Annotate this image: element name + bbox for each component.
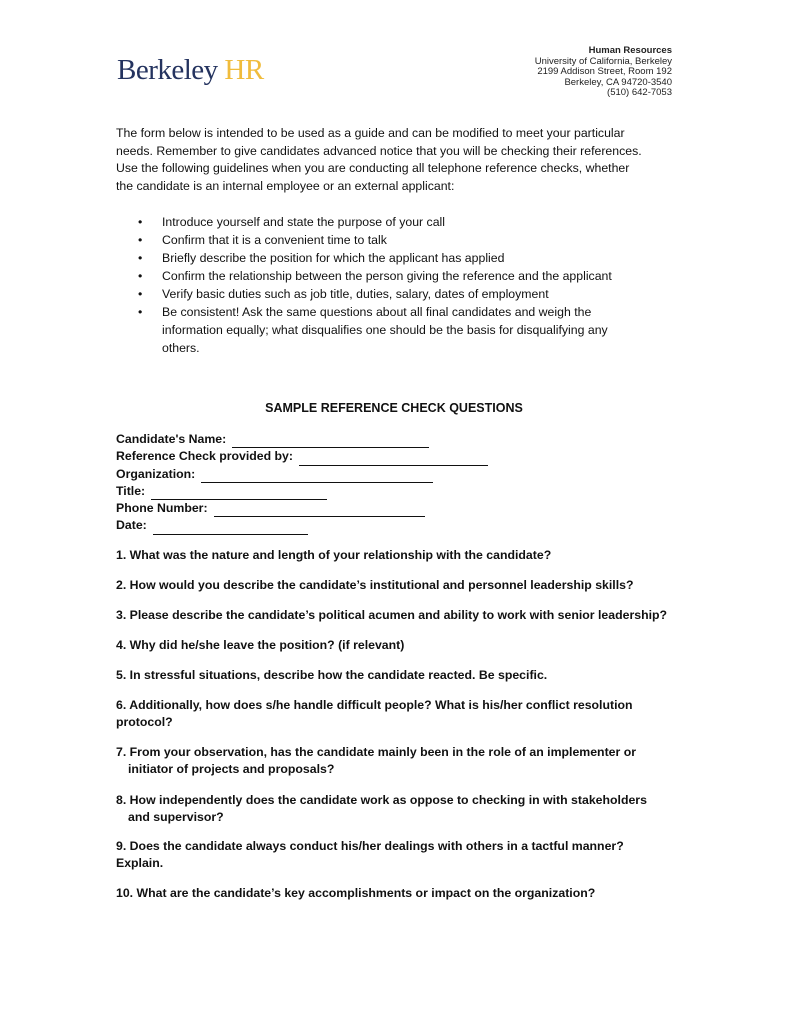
question-text: 4. Why did he/she leave the position? (if relevant)	[116, 638, 405, 652]
question-text: 10. What are the candidate’s key accomplishments or impact on the organization?	[116, 886, 596, 900]
question	[116, 667, 547, 684]
question-text: 7. From your observation, has the candidate mainly been in the role of an implementer or	[116, 745, 636, 759]
question-text: 2. How would you describe the candidate’s institutional and personnel leadership skills?	[116, 578, 634, 592]
section-title: SAMPLE REFERENCE CHECK QUESTIONS	[265, 401, 523, 415]
date-input[interactable]	[153, 522, 308, 535]
question-text: 6. Additionally, how does s/he handle difficult people? What is his/her conflict resolution	[116, 698, 633, 712]
address-line: 2199 Addison Street, Room 192	[537, 66, 672, 78]
address-line: Berkeley, CA 94720-3540	[564, 76, 672, 88]
question	[116, 744, 636, 778]
field-label: Organization:	[116, 466, 196, 481]
question	[116, 637, 404, 654]
phone-number-input[interactable]	[214, 504, 425, 517]
title-field	[116, 483, 488, 500]
field-label: Date:	[116, 518, 147, 533]
question-text: Explain.	[116, 856, 164, 870]
intro-line: needs. Remember to give candidates advanced notice that you will be checking their references.	[116, 143, 642, 158]
title-input[interactable]	[151, 487, 327, 500]
guidelines-list	[116, 213, 612, 357]
address-line: University of California, Berkeley	[534, 55, 672, 67]
question	[116, 577, 633, 594]
field-label: Title:	[116, 483, 146, 498]
question	[116, 547, 551, 564]
guideline-text: others.	[162, 341, 200, 355]
guideline-text: • Be consistent! Ask the same questions about all final candidates and weigh the	[162, 305, 592, 319]
intro-paragraph	[116, 125, 642, 196]
address-title: Human Resources	[588, 45, 672, 56]
question	[116, 792, 647, 826]
question	[116, 838, 624, 872]
guideline-item	[116, 231, 612, 249]
date-field	[116, 517, 488, 534]
phone-number-field	[116, 500, 488, 517]
address-phone: (510) 642-7053	[607, 87, 672, 99]
question-text: initiator of projects and proposals?	[128, 762, 335, 776]
guideline-text: • Verify basic duties such as job title, duties, salary, dates of employment	[162, 287, 549, 301]
question-text: 1. What was the nature and length of your relationship with the candidate?	[116, 548, 552, 562]
question	[116, 885, 595, 902]
intro-line: Use the following guidelines when you are conducting all telephone reference checks, whether	[116, 161, 630, 176]
logo-suffix: HR	[224, 54, 264, 86]
candidate-name-input[interactable]	[232, 435, 429, 448]
question-text: 3. Please describe the candidate’s political acumen and ability to work with senior leadership?	[116, 608, 668, 622]
guideline-text: • Introduce yourself and state the purpose of your call	[162, 215, 445, 229]
guideline-item	[116, 285, 612, 303]
guideline-text: • Confirm that it is a convenient time to talk	[162, 233, 387, 247]
guideline-text: • Confirm the relationship between the person giving the reference and the applicant	[162, 269, 612, 283]
intro-line: The form below is intended to be used as a guide and can be modified to meet your particular	[116, 126, 625, 140]
guideline-item	[116, 267, 612, 285]
reference-provider-field	[116, 448, 488, 465]
guideline-text: information equally; what disqualifies one should be the basis for disqualifying any	[162, 323, 608, 337]
organization-input[interactable]	[201, 470, 433, 483]
logo-name: Berkeley	[117, 54, 218, 86]
intro-line: the candidate is an internal employee or an external applicant:	[116, 179, 455, 194]
question-text: 9. Does the candidate always conduct his/her dealings with others in a tactful manner?	[116, 839, 624, 853]
question-text: protocol?	[116, 715, 173, 729]
guideline-item	[116, 213, 612, 231]
reference-form-fields	[116, 431, 488, 535]
field-label: Candidate's Name:	[116, 432, 227, 446]
organization-field	[116, 466, 488, 483]
question	[116, 697, 633, 731]
question-text: and supervisor?	[128, 810, 224, 824]
field-label: Reference Check provided by:	[116, 449, 293, 464]
address-block	[535, 46, 672, 99]
question-text: 8. How independently does the candidate work as oppose to checking in with stakeholders	[116, 793, 647, 807]
guideline-item	[116, 303, 612, 357]
guideline-text: • Briefly describe the position for which the applicant has applied	[162, 251, 505, 265]
berkeley-hr-logo	[117, 54, 264, 87]
field-label: Phone Number:	[116, 501, 208, 516]
guideline-item	[116, 249, 612, 267]
question	[116, 607, 667, 624]
candidate-name-field	[116, 431, 488, 448]
reference-provider-input[interactable]	[299, 453, 488, 466]
question-text: 5. In stressful situations, describe how the candidate reacted. Be specific.	[116, 668, 548, 682]
